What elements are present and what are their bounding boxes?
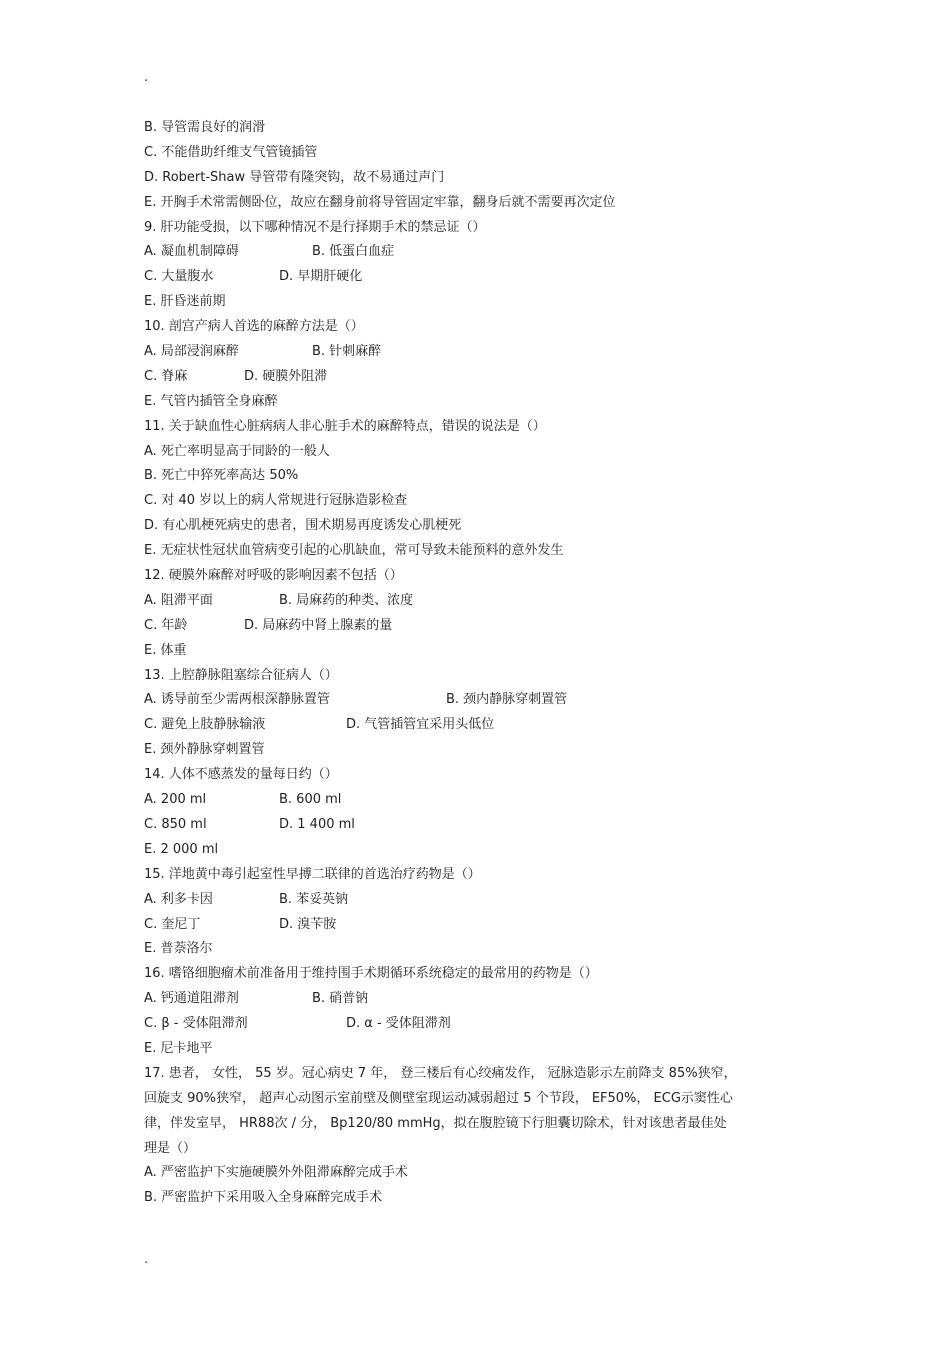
- line-text: B. 导管需良好的润滑: [144, 120, 266, 135]
- text-line: [144, 863, 824, 888]
- line-text: 9. 肝功能受损，以下哪种情况不是行择期手术的禁忌证（）: [144, 219, 486, 235]
- text-line: [144, 216, 824, 241]
- page-mark-top: .: [144, 70, 149, 85]
- line-text: 16. 嗜铬细胞瘤术前准备用于维持围手术期循环系统稳定的最常用的药物是（）: [144, 966, 598, 982]
- text-line: [144, 116, 824, 141]
- line-text: D. Robert-Shaw 导管带有隆突钩，故不易通过声门: [144, 169, 445, 185]
- line-text-col2: B. 苯妥英钠: [279, 891, 349, 907]
- text-line: [144, 340, 824, 365]
- line-text: E. 尼卡地平: [144, 1040, 213, 1056]
- line-text: E. 无症状性冠状血管病变引起的心肌缺血，常可导致未能预料的意外发生: [144, 543, 564, 559]
- text-line: [144, 589, 824, 614]
- text-line: [144, 639, 824, 664]
- line-text: C. β - 受体阻滞剂: [144, 1016, 248, 1032]
- text-line: [144, 937, 824, 962]
- text-line: [144, 713, 824, 738]
- line-text: C. 年龄: [144, 617, 188, 633]
- exam-text-body: [144, 116, 824, 1211]
- text-line: [144, 1137, 824, 1162]
- line-text-col2: D. 溴苄胺: [279, 916, 337, 932]
- line-text: A. 死亡率明显高于同龄的一般人: [144, 443, 330, 459]
- text-line: [144, 1161, 824, 1186]
- text-line: [144, 514, 824, 539]
- line-text: E. 普萘洛尔: [144, 941, 213, 957]
- text-line: [144, 987, 824, 1012]
- line-text-col2: D. 硬膜外阻滞: [244, 368, 328, 384]
- line-text: 13. 上腔静脉阻塞综合征病人（）: [144, 667, 338, 683]
- text-line: [144, 614, 824, 639]
- line-text: 律，伴发室早， HR88次 / 分， Bp120/80 mmHg，拟在腹腔镜下行胆囊切除术，针对该患者最佳处: [144, 1115, 727, 1131]
- text-line: [144, 141, 824, 166]
- line-text: 15. 洋地黄中毒引起室性早搏二联律的首选治疗药物是（）: [144, 866, 481, 882]
- line-text: E. 体重: [144, 642, 187, 658]
- line-text: A. 200 ml: [144, 792, 207, 808]
- text-line: [144, 315, 824, 340]
- line-text: 11. 关于缺血性心脏病病人非心脏手术的麻醉特点，错误的说法是（）: [144, 418, 546, 434]
- line-text: A. 凝血机制障碍: [144, 244, 239, 260]
- line-text: E. 颈外静脉穿刺置管: [144, 742, 265, 758]
- line-text-col2: B. 600 ml: [279, 792, 342, 808]
- line-text: A. 局部浸润麻醉: [144, 344, 239, 360]
- text-line: [144, 265, 824, 290]
- page-mark-bottom: .: [144, 1252, 149, 1267]
- line-text: 理是（）: [144, 1140, 197, 1156]
- text-line: [144, 415, 824, 440]
- text-line: [144, 688, 824, 713]
- line-text: A. 利多卡因: [144, 891, 213, 907]
- line-text: E. 肝昏迷前期: [144, 294, 226, 310]
- text-line: [144, 1112, 824, 1137]
- line-text-col2: D. 气管插管宜采用头低位: [346, 717, 495, 733]
- line-text-col2: B. 针刺麻醉: [312, 344, 382, 360]
- line-text: B. 严密监护下采用吸入全身麻醉完成手术: [144, 1190, 383, 1206]
- text-line: [144, 240, 824, 265]
- line-text-col2: B. 低蛋白血症: [312, 244, 395, 260]
- text-line: [144, 1186, 824, 1211]
- line-text: 17. 患者， 女性， 55 岁。冠心病史 7 年， 登三楼后有心绞痛发作， 冠脉造影示左前降支 85%狭窄，: [144, 1065, 737, 1081]
- text-line: [144, 390, 824, 415]
- line-text-col2: D. 早期肝硬化: [279, 269, 363, 285]
- text-line: [144, 788, 824, 813]
- line-text-col2: D. 1 400 ml: [279, 816, 355, 832]
- line-text: A. 诱导前至少需两根深静脉置管: [144, 692, 330, 708]
- line-text: C. 避免上肢静脉输液: [144, 717, 266, 733]
- line-text-col2: D. α - 受体阻滞剂: [346, 1016, 451, 1032]
- text-line: [144, 440, 824, 465]
- text-line: [144, 888, 824, 913]
- text-line: [144, 290, 824, 315]
- line-text: C. 不能借助纤维支气管镜插管: [144, 144, 318, 160]
- text-line: [144, 1012, 824, 1037]
- line-text: C. 奎尼丁: [144, 916, 201, 932]
- line-text: C. 850 ml: [144, 816, 207, 832]
- text-line: [144, 763, 824, 788]
- line-text: A. 钙通道阻滞剂: [144, 991, 239, 1007]
- line-text: E. 开胸手术常需侧卧位，故应在翻身前将导管固定牢靠，翻身后就不需要再次定位: [144, 194, 616, 210]
- text-line: [144, 489, 824, 514]
- text-line: [144, 464, 824, 489]
- text-line: [144, 962, 824, 987]
- line-text: A. 严密监护下实施硬膜外外阻滞麻醉完成手术: [144, 1165, 408, 1181]
- line-text-col2: B. 局麻药的种类、浓度: [279, 592, 414, 608]
- line-text: 10. 剖宫产病人首选的麻醉方法是（）: [144, 319, 364, 335]
- text-line: [144, 166, 824, 191]
- line-text: D. 有心肌梗死病史的患者，围术期易再度诱发心肌梗死: [144, 518, 462, 534]
- line-text: E. 2 000 ml: [144, 841, 219, 857]
- line-text: E. 气管内插管全身麻醉: [144, 393, 278, 409]
- text-line: [144, 1087, 824, 1112]
- line-text-col2: B. 颈内静脉穿刺置管: [446, 692, 568, 708]
- line-text: 回旋支 90%狭窄， 超声心动图示室前壁及侧壁室现运动减弱超过 5 个节段， EF50%， ECG示窦性心: [144, 1090, 733, 1106]
- text-line: [144, 564, 824, 589]
- text-line: [144, 664, 824, 689]
- line-text: B. 死亡中猝死率高达 50%: [144, 468, 299, 484]
- line-text: 12. 硬膜外麻醉对呼吸的影响因素不包括（）: [144, 568, 403, 584]
- line-text: C. 脊麻: [144, 368, 188, 384]
- line-text: C. 对 40 岁以上的病人常规进行冠脉造影检查: [144, 493, 408, 509]
- line-text-col2: B. 硝普钠: [312, 991, 369, 1007]
- text-line: [144, 813, 824, 838]
- line-text: 14. 人体不感蒸发的量每日约（）: [144, 767, 338, 783]
- text-line: [144, 539, 824, 564]
- text-line: [144, 365, 824, 390]
- text-line: [144, 838, 824, 863]
- text-line: [144, 1037, 824, 1062]
- text-line: [144, 191, 824, 216]
- line-text: C. 大量腹水: [144, 269, 214, 285]
- text-line: [144, 913, 824, 938]
- text-line: [144, 1062, 824, 1087]
- text-line: [144, 738, 824, 763]
- line-text-col2: D. 局麻药中肾上腺素的量: [244, 617, 393, 633]
- line-text: A. 阻滞平面: [144, 592, 213, 608]
